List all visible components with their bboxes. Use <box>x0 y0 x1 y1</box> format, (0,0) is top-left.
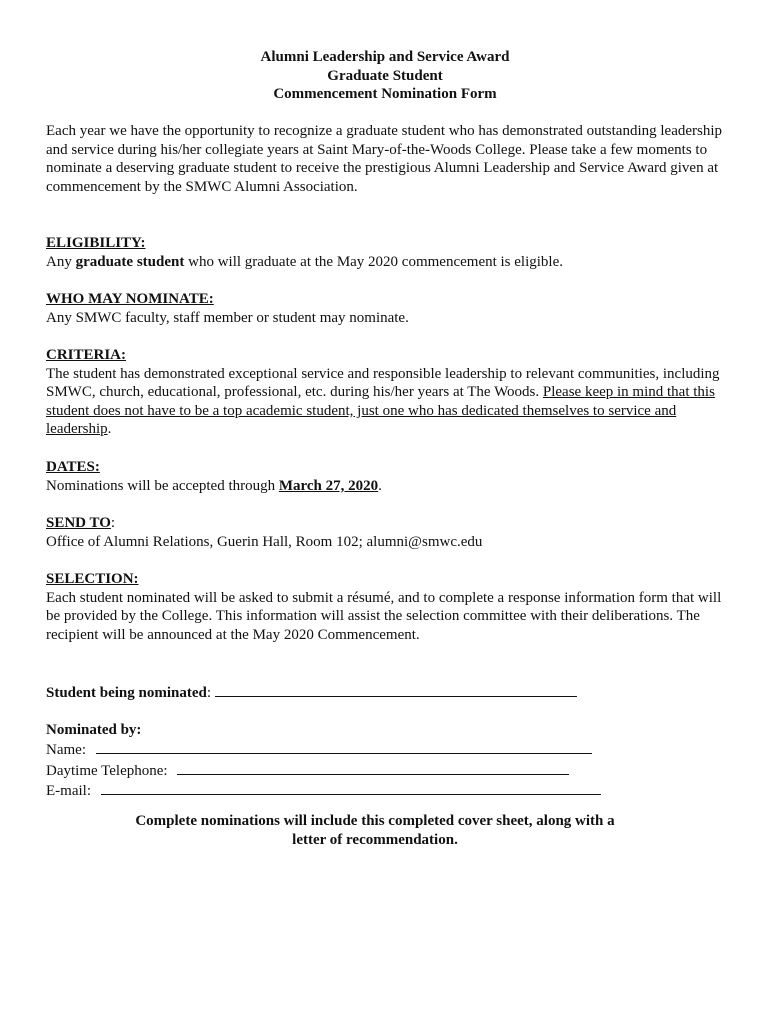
name-field[interactable] <box>96 739 592 754</box>
student-label: Student being nominated <box>46 685 207 701</box>
nominated-by-label: Nominated by: <box>46 721 142 738</box>
student-field-row <box>46 682 726 703</box>
deadline-date: March 27, 2020 <box>278 477 379 494</box>
dates-text: Nominations will be accepted through <box>46 477 279 494</box>
form-title <box>0 48 770 104</box>
intro-paragraph: Each year we have the opportunity to recognize a graduate student who has demonstrated outstanding leadership and service during his/her collegiate years at Saint Mary-of-the-Woods College. Please take a few moments to nominate a deserving graduate student to receive the prestigious Alumni Leadership and Service Award given at commencement by the SMWC Alumni Association. <box>46 123 723 195</box>
email-label: E-mail: <box>46 783 91 800</box>
dates-heading: DATES: <box>46 459 100 475</box>
who-may-nominate-heading: WHO MAY NOMINATE: <box>46 291 214 307</box>
phone-label: Daytime Telephone: <box>46 762 168 779</box>
dates-section <box>46 458 726 495</box>
who-may-nominate-text: Any SMWC faculty, staff member or student may nominate. <box>46 309 409 326</box>
nomination-fields <box>46 682 726 801</box>
send-to-section <box>46 514 726 551</box>
student-colon: : <box>206 685 215 701</box>
criteria-underlined-note: Please keep in mind that this student does not have to be a top academic student, just one who has dedicated themselves to service and leadership <box>46 384 715 438</box>
selection-text: Each student nominated will be asked to submit a résumé, and to complete a response information form that will be provided by the College. This information will assist the selection committee with their deliberations. The recipient will be announced at the May 2020 Commencement. <box>46 589 722 643</box>
who-may-nominate-section <box>46 290 726 327</box>
send-to-text: Office of Alumni Relations, Guerin Hall, Room 102; alumni@smwc.edu <box>46 533 483 550</box>
selection-section <box>46 570 726 644</box>
criteria-section <box>46 346 726 439</box>
title-line-1: Alumni Leadership and Service Award <box>260 49 510 65</box>
criteria-end: . <box>107 421 112 438</box>
eligibility-section <box>46 234 726 271</box>
eligibility-text-post: who will graduate at the May 2020 commencement is eligible. <box>184 253 564 270</box>
closing-line-1: Complete nominations will include this completed cover sheet, along with a <box>135 813 615 829</box>
spacer <box>46 703 726 721</box>
student-name-field[interactable] <box>215 682 577 697</box>
dates-end: . <box>378 477 382 494</box>
title-line-2: Graduate Student <box>327 67 443 84</box>
name-label: Name: <box>46 742 86 759</box>
send-to-colon: : <box>110 515 116 531</box>
closing-note <box>0 812 750 850</box>
phone-field[interactable] <box>177 760 569 775</box>
title-line-3: Commencement Nomination Form <box>273 86 497 102</box>
selection-heading: SELECTION: <box>46 571 139 587</box>
eligibility-text-pre: Any <box>46 253 76 270</box>
eligibility-text-bold: graduate student <box>75 253 185 270</box>
criteria-text: The student has demonstrated exceptional service and responsible leadership to relevant communities, including SMWC, church, educational, professional, etc. during his/her years at The Woods. <box>46 365 720 401</box>
email-field-row <box>46 780 726 801</box>
send-to-heading-line <box>46 514 726 533</box>
eligibility-heading: ELIGIBILITY: <box>46 235 146 251</box>
phone-field-row <box>46 760 726 781</box>
name-field-row <box>46 739 726 760</box>
criteria-heading: CRITERIA: <box>46 347 127 363</box>
send-to-heading: SEND TO <box>46 515 111 531</box>
email-field[interactable] <box>101 780 601 795</box>
closing-line-2: letter of recommendation. <box>292 832 458 848</box>
